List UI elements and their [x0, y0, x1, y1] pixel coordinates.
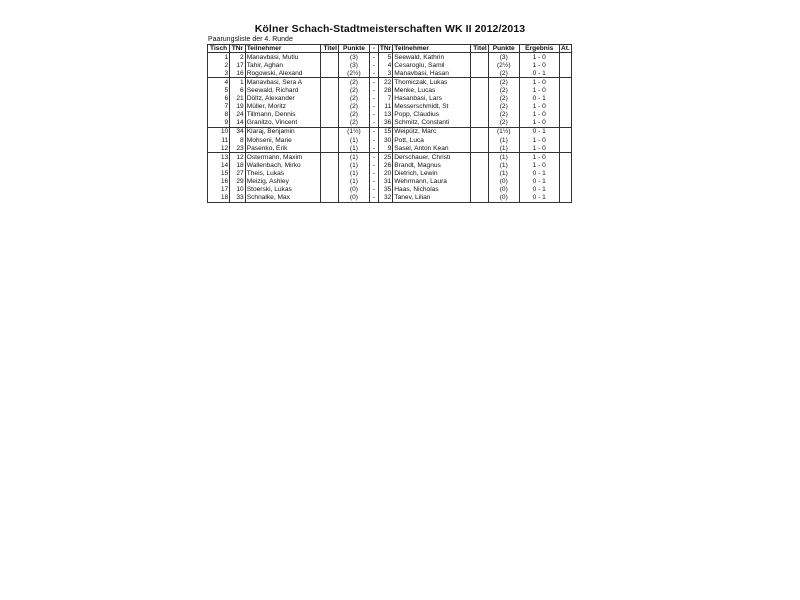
table-row [208, 53, 572, 62]
pairings-table [207, 44, 572, 203]
titel-black-cell [470, 61, 488, 69]
dash-cell: - [369, 178, 378, 186]
titel-white-cell [321, 61, 339, 69]
player-black-cell: Haas, Nicholas [393, 186, 471, 194]
at-cell [559, 161, 571, 169]
titel-white-cell [321, 87, 339, 95]
titel-black-cell [470, 161, 488, 169]
player-black-cell: Schmitz, Constanti [393, 119, 471, 128]
titel-black-cell [470, 69, 488, 78]
punkte-black-cell: (1) [488, 144, 519, 153]
ergebnis-cell: 0 - 1 [519, 170, 559, 178]
tnr-black-cell: 31 [378, 178, 392, 186]
tnr-black-cell: 3 [378, 69, 392, 78]
tisch-cell: 15 [208, 170, 230, 178]
titel-black-cell [470, 119, 488, 128]
ergebnis-cell: 1 - 0 [519, 161, 559, 169]
player-black-cell: Pott, Luca [393, 136, 471, 144]
tnr-white-cell: 8 [230, 136, 246, 144]
ergebnis-cell: 1 - 0 [519, 119, 559, 128]
player-black-cell: Dietrich, Lewin [393, 170, 471, 178]
tnr-white-cell: 16 [230, 69, 246, 78]
ergebnis-cell: 1 - 0 [519, 53, 559, 62]
table-row [208, 119, 572, 128]
player-black-cell: Popp, Claudius [393, 111, 471, 119]
titel-white-cell [321, 103, 339, 111]
ergebnis-cell: 0 - 1 [519, 186, 559, 194]
titel-white-cell [321, 53, 339, 62]
titel-white-cell [321, 69, 339, 78]
titel-black-cell [470, 170, 488, 178]
dash-cell: - [369, 69, 378, 78]
player-black-cell: Brandt, Magnus [393, 161, 471, 169]
table-row [208, 136, 572, 144]
tnr-black-cell: 35 [378, 186, 392, 194]
ergebnis-cell: 1 - 0 [519, 144, 559, 153]
ergebnis-cell: 1 - 0 [519, 153, 559, 162]
header-teilnehmer-white: Teilnehmer [245, 45, 320, 53]
titel-white-cell [321, 78, 339, 87]
at-cell [559, 87, 571, 95]
tnr-white-cell: 2 [230, 53, 246, 62]
punkte-white-cell: (2) [338, 95, 369, 103]
titel-black-cell [470, 178, 488, 186]
table-row [208, 161, 572, 169]
tnr-white-cell: 34 [230, 128, 246, 137]
player-white-cell: Manavbasi, Mutlu [245, 53, 320, 62]
titel-white-cell [321, 153, 339, 162]
player-white-cell: Müller, Moritz [245, 103, 320, 111]
punkte-black-cell: (0) [488, 178, 519, 186]
table-row [208, 95, 572, 103]
tnr-black-cell: 7 [378, 95, 392, 103]
tnr-white-cell: 33 [230, 194, 246, 203]
tnr-white-cell: 27 [230, 170, 246, 178]
player-white-cell: Manavbasi, Sera A [245, 78, 320, 87]
punkte-white-cell: (2) [338, 111, 369, 119]
punkte-white-cell: (2½) [338, 69, 369, 78]
header-teilnehmer-black: Teilnehmer [393, 45, 471, 53]
tnr-white-cell: 1 [230, 78, 246, 87]
punkte-white-cell: (2) [338, 103, 369, 111]
titel-white-cell [321, 95, 339, 103]
dash-cell: - [369, 53, 378, 62]
table-row [208, 194, 572, 203]
punkte-white-cell: (0) [338, 186, 369, 194]
tisch-cell: 13 [208, 153, 230, 162]
dash-cell: - [369, 136, 378, 144]
at-cell [559, 136, 571, 144]
punkte-white-cell: (2) [338, 87, 369, 95]
punkte-black-cell: (2) [488, 111, 519, 119]
tisch-cell: 3 [208, 69, 230, 78]
at-cell [559, 170, 571, 178]
player-black-cell: Weipütz, Marc [393, 128, 471, 137]
table-header-row [208, 45, 572, 53]
tisch-cell: 7 [208, 103, 230, 111]
titel-black-cell [470, 53, 488, 62]
tnr-black-cell: 30 [378, 136, 392, 144]
header-ergebnis: Ergebnis [519, 45, 559, 53]
punkte-white-cell: (2) [338, 78, 369, 87]
tnr-black-cell: 15 [378, 128, 392, 137]
dash-cell: - [369, 78, 378, 87]
at-cell [559, 69, 571, 78]
tnr-black-cell: 4 [378, 61, 392, 69]
ergebnis-cell: 1 - 0 [519, 78, 559, 87]
tnr-white-cell: 23 [230, 144, 246, 153]
player-black-cell: Tanev, Lilian [393, 194, 471, 203]
ergebnis-cell: 0 - 1 [519, 194, 559, 203]
at-cell [559, 61, 571, 69]
punkte-white-cell: (3) [338, 61, 369, 69]
titel-white-cell [321, 136, 339, 144]
tnr-white-cell: 12 [230, 153, 246, 162]
tnr-black-cell: 32 [378, 194, 392, 203]
punkte-black-cell: (1) [488, 136, 519, 144]
header-tisch: Tisch [208, 45, 230, 53]
tisch-cell: 1 [208, 53, 230, 62]
punkte-black-cell: (2½) [488, 61, 519, 69]
tnr-black-cell: 28 [378, 87, 392, 95]
tnr-white-cell: 29 [230, 178, 246, 186]
punkte-white-cell: (3) [338, 53, 369, 62]
at-cell [559, 95, 571, 103]
dash-cell: - [369, 128, 378, 137]
dash-cell: - [369, 144, 378, 153]
ergebnis-cell: 0 - 1 [519, 178, 559, 186]
punkte-black-cell: (2) [488, 69, 519, 78]
table-row [208, 111, 572, 119]
player-black-cell: Seewald, Kathrin [393, 53, 471, 62]
dash-cell: - [369, 161, 378, 169]
player-white-cell: Wallenbach, Mirko [245, 161, 320, 169]
player-white-cell: Mohseni, Marie [245, 136, 320, 144]
table-row [208, 186, 572, 194]
titel-white-cell [321, 119, 339, 128]
document-title: Kölner Schach-Stadtmeisterschaften WK II 2012/2013 [254, 23, 526, 35]
player-black-cell: Derschauer, Christi [393, 153, 471, 162]
player-black-cell: Wehrmann, Laura [393, 178, 471, 186]
at-cell [559, 178, 571, 186]
table-row [208, 103, 572, 111]
punkte-white-cell: (1) [338, 153, 369, 162]
tisch-cell: 6 [208, 95, 230, 103]
player-black-cell: Hasanbasi, Lars [393, 95, 471, 103]
tnr-white-cell: 17 [230, 61, 246, 69]
player-white-cell: Klaraj, Benjamin [245, 128, 320, 137]
tnr-black-cell: 25 [378, 153, 392, 162]
at-cell [559, 103, 571, 111]
tnr-black-cell: 9 [378, 144, 392, 153]
tnr-white-cell: 10 [230, 186, 246, 194]
player-black-cell: Messerschmidt, St [393, 103, 471, 111]
tisch-cell: 2 [208, 61, 230, 69]
table-row [208, 61, 572, 69]
at-cell [559, 194, 571, 203]
punkte-black-cell: (3) [488, 53, 519, 62]
player-white-cell: Granitzo, Vincent [245, 119, 320, 128]
titel-white-cell [321, 128, 339, 137]
table-row [208, 69, 572, 78]
tisch-cell: 10 [208, 128, 230, 137]
punkte-black-cell: (2) [488, 78, 519, 87]
tnr-black-cell: 26 [378, 161, 392, 169]
tnr-white-cell: 19 [230, 103, 246, 111]
titel-black-cell [470, 186, 488, 194]
punkte-white-cell: (1½) [338, 128, 369, 137]
punkte-black-cell: (1) [488, 161, 519, 169]
titel-white-cell [321, 144, 339, 153]
header-dash: - [369, 45, 378, 53]
punkte-black-cell: (1) [488, 153, 519, 162]
punkte-black-cell: (2) [488, 103, 519, 111]
table-row [208, 78, 572, 87]
dash-cell: - [369, 87, 378, 95]
titel-white-cell [321, 170, 339, 178]
player-white-cell: Tahir, Aghan [245, 61, 320, 69]
tisch-cell: 14 [208, 161, 230, 169]
player-white-cell: Schnalke, Max [245, 194, 320, 203]
header-tnr-white: TNr [230, 45, 246, 53]
tnr-black-cell: 20 [378, 170, 392, 178]
player-black-cell: Manavbasi, Hasan [393, 69, 471, 78]
tnr-black-cell: 11 [378, 103, 392, 111]
titel-white-cell [321, 178, 339, 186]
at-cell [559, 128, 571, 137]
player-white-cell: Ostermann, Maxim [245, 153, 320, 162]
tnr-white-cell: 18 [230, 161, 246, 169]
tnr-white-cell: 24 [230, 111, 246, 119]
tisch-cell: 17 [208, 186, 230, 194]
at-cell [559, 111, 571, 119]
titel-black-cell [470, 144, 488, 153]
player-black-cell: Menke, Lucas [393, 87, 471, 95]
ergebnis-cell: 1 - 0 [519, 136, 559, 144]
player-white-cell: Meizig, Ashley [245, 178, 320, 186]
table-row [208, 87, 572, 95]
tnr-black-cell: 13 [378, 111, 392, 119]
titel-black-cell [470, 128, 488, 137]
tnr-black-cell: 36 [378, 119, 392, 128]
dash-cell: - [369, 61, 378, 69]
ergebnis-cell: 1 - 0 [519, 87, 559, 95]
header-titel-white: Titel [321, 45, 339, 53]
tisch-cell: 12 [208, 144, 230, 153]
dash-cell: - [369, 119, 378, 128]
tnr-white-cell: 14 [230, 119, 246, 128]
ergebnis-cell: 0 - 1 [519, 69, 559, 78]
table-row [208, 170, 572, 178]
titel-black-cell [470, 78, 488, 87]
tisch-cell: 4 [208, 78, 230, 87]
tisch-cell: 11 [208, 136, 230, 144]
dash-cell: - [369, 111, 378, 119]
tnr-black-cell: 22 [378, 78, 392, 87]
titel-white-cell [321, 111, 339, 119]
player-black-cell: Sasel, Anton Kean [393, 144, 471, 153]
titel-black-cell [470, 153, 488, 162]
at-cell [559, 153, 571, 162]
tisch-cell: 16 [208, 178, 230, 186]
titel-black-cell [470, 103, 488, 111]
dash-cell: - [369, 95, 378, 103]
punkte-white-cell: (1) [338, 161, 369, 169]
document-subtitle: Paarungsliste der 4. Runde [208, 36, 293, 43]
player-white-cell: Seewald, Richard [245, 87, 320, 95]
tnr-black-cell: 5 [378, 53, 392, 62]
player-white-cell: Stoerski, Lukas [245, 186, 320, 194]
punkte-black-cell: (1½) [488, 128, 519, 137]
ergebnis-cell: 0 - 1 [519, 95, 559, 103]
punkte-black-cell: (1) [488, 170, 519, 178]
at-cell [559, 144, 571, 153]
tnr-white-cell: 21 [230, 95, 246, 103]
punkte-white-cell: (2) [338, 119, 369, 128]
tnr-white-cell: 6 [230, 87, 246, 95]
ergebnis-cell: 1 - 0 [519, 61, 559, 69]
dash-cell: - [369, 153, 378, 162]
at-cell [559, 186, 571, 194]
dash-cell: - [369, 170, 378, 178]
tisch-cell: 5 [208, 87, 230, 95]
player-black-cell: Cesaroglu, Samil [393, 61, 471, 69]
player-white-cell: Theis, Lukas [245, 170, 320, 178]
titel-black-cell [470, 136, 488, 144]
titel-black-cell [470, 87, 488, 95]
titel-white-cell [321, 186, 339, 194]
titel-black-cell [470, 194, 488, 203]
table-row [208, 153, 572, 162]
table-row [208, 178, 572, 186]
player-white-cell: Rogowski, Alexand [245, 69, 320, 78]
ergebnis-cell: 0 - 1 [519, 128, 559, 137]
header-at: At. [560, 45, 570, 52]
dash-cell: - [369, 103, 378, 111]
punkte-black-cell: (2) [488, 95, 519, 103]
header-titel-black: Titel [470, 45, 488, 53]
punkte-white-cell: (1) [338, 136, 369, 144]
punkte-white-cell: (1) [338, 178, 369, 186]
dash-cell: - [369, 186, 378, 194]
titel-white-cell [321, 161, 339, 169]
titel-black-cell [470, 111, 488, 119]
at-cell [559, 78, 571, 87]
header-tnr-black: TNr [379, 45, 392, 52]
punkte-white-cell: (1) [338, 144, 369, 153]
player-white-cell: Pasenko, Erik [245, 144, 320, 153]
ergebnis-cell: 1 - 0 [519, 103, 559, 111]
punkte-black-cell: (0) [488, 194, 519, 203]
titel-black-cell [470, 95, 488, 103]
titel-white-cell [321, 194, 339, 203]
header-punkte-white: Punkte [338, 45, 369, 53]
player-black-cell: Thomiczak, Lukas [393, 78, 471, 87]
punkte-black-cell: (2) [488, 87, 519, 95]
tisch-cell: 9 [208, 119, 230, 128]
punkte-black-cell: (0) [488, 186, 519, 194]
player-white-cell: Tillmann, Dennis [245, 111, 320, 119]
at-cell [559, 53, 571, 62]
table-row [208, 128, 572, 137]
ergebnis-cell: 1 - 0 [519, 111, 559, 119]
at-cell [559, 119, 571, 128]
punkte-black-cell: (2) [488, 119, 519, 128]
punkte-white-cell: (1) [338, 170, 369, 178]
header-punkte-black: Punkte [488, 45, 519, 53]
table-row [208, 144, 572, 153]
dash-cell: - [369, 194, 378, 203]
punkte-white-cell: (0) [338, 194, 369, 203]
tisch-cell: 8 [208, 111, 230, 119]
tisch-cell: 18 [208, 194, 230, 203]
player-white-cell: Döltz, Alexander [245, 95, 320, 103]
